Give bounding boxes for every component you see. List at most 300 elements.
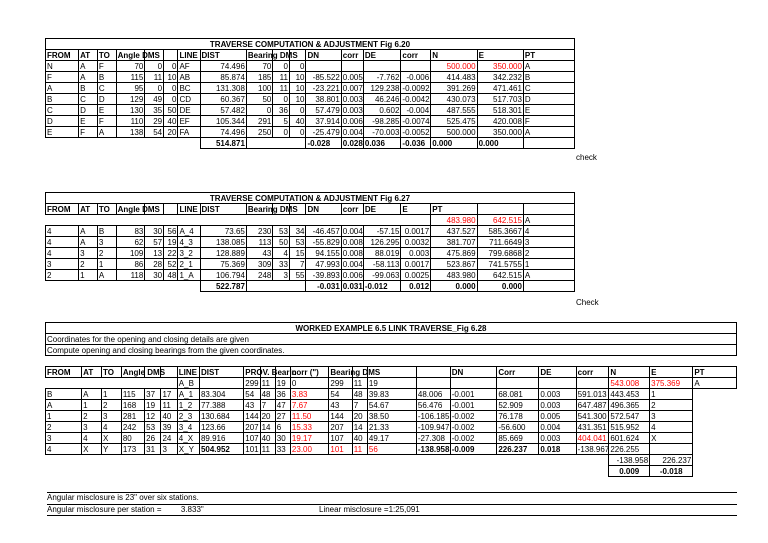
table-row: [46, 127, 575, 138]
table2-cell: 4: [46, 226, 79, 237]
table1-cell: 420.008: [477, 116, 523, 127]
table1-header-cell: DIST: [200, 50, 246, 61]
table3-header-cell: LINE: [177, 367, 199, 378]
table3-cell: 591.013: [576, 389, 609, 400]
table3-cell: 2: [650, 400, 693, 411]
table3-cell: [576, 378, 609, 389]
table2-header-cell: DIST: [200, 204, 246, 215]
table3-cell: 20: [260, 411, 275, 422]
table1-cell: 38.801: [306, 94, 341, 105]
table1-cell: 110: [116, 116, 145, 127]
table3-angular-note-2: Angular misclosure per station = 3.833" Linear misclosure =1:25,091: [47, 504, 737, 516]
table2-cell: 4: [523, 226, 574, 237]
table2-cell: 0.0032: [401, 237, 431, 248]
table3-cell: 101: [329, 444, 352, 455]
table1-check-label: check: [576, 153, 597, 162]
table2-cell: 138.085: [200, 237, 246, 248]
table1-cell: B: [523, 72, 574, 83]
table2-cell: 88.019: [363, 248, 401, 259]
table3-cell: X: [82, 444, 102, 455]
table3-cell: -56.600: [497, 422, 539, 433]
table3-cell: [650, 444, 693, 455]
table1-cell: 57.482: [200, 105, 246, 116]
table1-cell: 0.602: [363, 105, 401, 116]
table2-cell: 483.980: [431, 270, 477, 281]
table1-cell: D: [97, 94, 116, 105]
table3-cell: X: [101, 433, 121, 444]
table2-cell: 30: [145, 226, 164, 237]
table1-cell: 10: [164, 72, 178, 83]
table3-cell: [497, 378, 539, 389]
table2-cell: 2: [97, 248, 116, 259]
table1-cell: 11: [273, 72, 290, 83]
table1-cell: 74.496: [200, 61, 246, 72]
table3-header-cell: Bearing DMS: [330, 367, 381, 377]
table3-cell: 4_X: [177, 433, 199, 444]
table2-cell: -39.893: [306, 270, 341, 281]
table1-cell: 0.006: [342, 116, 363, 126]
table3-cell: 54.67: [367, 400, 416, 411]
table2-cell: A_4: [178, 226, 200, 237]
table2-cell: 128.889: [200, 248, 246, 259]
table2-cell: 56: [164, 226, 178, 237]
table1-cell: 10: [289, 72, 306, 83]
table3-cell: 11.50: [290, 411, 328, 422]
table3-cell: [161, 378, 177, 389]
table3-cell: 11: [260, 378, 275, 389]
table1-cell: 0.003: [342, 105, 363, 115]
table3-cell: 56: [367, 444, 416, 455]
table2-header-cell: DN: [306, 204, 341, 215]
table2-cell: 75.369: [200, 259, 246, 270]
table1-cell: 342.232: [477, 72, 523, 83]
table1-cell: 0.004: [342, 127, 363, 137]
table3-cell: 54: [244, 389, 260, 400]
table2-cell: 4_3: [178, 237, 200, 248]
table3-header-cell: DN: [450, 367, 497, 378]
table3-cell: 6: [275, 422, 290, 433]
table2-cell: 106.794: [200, 270, 246, 281]
table3-cell: 0.003: [539, 433, 576, 444]
table3-cell: 207: [245, 422, 259, 432]
table1-cell: -85.522: [306, 72, 341, 83]
table1-cell: 518.301: [477, 105, 523, 116]
table3-header-cell: PROV. Bearin: [245, 367, 297, 377]
table3-cell: Y: [101, 444, 121, 455]
table1-cell: [401, 61, 431, 72]
table3-cell: 3_4: [177, 422, 199, 433]
table3-cell: -0.002: [450, 433, 497, 444]
table2-header-cell: TO: [97, 204, 116, 215]
table2-cell: 0.0017: [401, 259, 431, 270]
table-row: [46, 248, 575, 259]
traverse-table-fig-6-27: [45, 192, 575, 292]
table1-cell: A: [79, 61, 98, 72]
table3-cell: 53: [145, 422, 161, 433]
table3-misclosure-row: [46, 466, 737, 477]
table3-cell: 39.83: [367, 389, 416, 400]
table3-cell: 431.351: [576, 422, 609, 433]
table3-cell: 168: [121, 400, 144, 411]
table3-cell: 647.487: [576, 400, 609, 411]
table1-header-cell: N: [431, 50, 477, 61]
table1-cell: 430.073: [431, 94, 477, 105]
table2-cell: 28: [145, 259, 164, 270]
table2-cell: 33: [273, 259, 290, 270]
table2-cell: 3: [46, 259, 79, 270]
table1-cell: A: [97, 127, 116, 138]
table-row: [46, 389, 737, 400]
table1-cell: -0.0092: [402, 83, 430, 93]
table3-cell: 48: [260, 389, 275, 400]
table1-cell: 54: [145, 127, 164, 138]
table3-cell: 48: [352, 389, 367, 400]
table1-cell: 37.914: [306, 116, 341, 127]
table3-cell: 24: [161, 433, 177, 444]
table3-linear-note: Linear misclosure =1:25,091: [319, 505, 420, 514]
table1-title: TRAVERSE COMPUTATION & ADJUSTMENT Fig 6.20: [46, 39, 575, 50]
table1-cell: 0.007: [342, 83, 363, 93]
table3-extra-row: [46, 455, 737, 466]
table3-cell: 20: [352, 411, 367, 422]
table3-cell: 14: [352, 422, 367, 433]
table1-cell: 138: [116, 127, 145, 138]
table1-cell: -0.0052: [402, 127, 430, 137]
table3-cell: 33: [275, 444, 290, 455]
table3-cell: 23.00: [290, 444, 328, 455]
table3-cell: 37: [145, 389, 161, 400]
table1-cell: 525.475: [431, 116, 477, 127]
table1-cell: BC: [178, 83, 200, 94]
table2-cell: 94.155: [306, 248, 341, 259]
table3-cell: 36: [275, 389, 290, 400]
table3-cell: 515.952: [609, 422, 650, 433]
table1-header-cell: PT: [523, 50, 574, 61]
table3-cell: 1_2: [177, 400, 199, 411]
table3-header-cell: N: [609, 367, 650, 378]
table2-cell: 437.527: [431, 226, 477, 237]
table3-cell: 4: [82, 433, 102, 444]
table1-sum-e: 0.000: [477, 138, 523, 149]
table1-cell: 0: [164, 83, 178, 94]
table1-header-cell: TO: [97, 50, 116, 61]
table1-cell: 70: [246, 61, 272, 72]
table3-cell: 40: [352, 433, 367, 444]
table3-cell: 281: [121, 411, 144, 422]
table3-cell: [199, 378, 243, 389]
table1-cell: -70.003: [363, 127, 401, 138]
table1-cell: [363, 61, 401, 72]
table3-title: WORKED EXAMPLE 6.5 LINK TRAVERSE_Fig 6.28: [46, 323, 737, 334]
table-row: [46, 411, 737, 422]
table1-cell: 50: [246, 94, 272, 105]
table2-cell: 30: [145, 270, 164, 281]
table1-cell: 35: [145, 105, 164, 116]
table3-cell: 3: [101, 411, 121, 422]
table2-cell: 53: [273, 226, 290, 237]
table2-cell: 43: [246, 248, 272, 259]
table2-cell: 55: [289, 270, 306, 281]
table1-cell: 85.874: [200, 72, 246, 83]
table1-cell: 500.000: [431, 61, 477, 72]
table1-cell: -0.0042: [402, 94, 430, 104]
table1-cell: 36: [273, 105, 290, 116]
table1-cell: 414.483: [431, 72, 477, 83]
table1-cell: 129.238: [363, 83, 401, 94]
table3-cell: 76.178: [497, 411, 539, 422]
table1-cell: FA: [178, 127, 200, 138]
table1-header-cell: [164, 50, 178, 61]
table1-cell: E: [523, 105, 574, 116]
table3-cell: 52.909: [497, 400, 539, 411]
table3-cell: 49.17: [367, 433, 416, 444]
table2-cell: 799.6868: [477, 248, 523, 259]
table2-cell: 1: [97, 259, 116, 270]
table1-cell: DE: [178, 105, 200, 116]
table3-cell: 40: [260, 433, 275, 444]
table3-cell: 21.33: [367, 422, 416, 433]
table3-cell: 4: [46, 444, 82, 455]
table3-cell: 3.83: [290, 389, 328, 400]
table1-cell: 0.003: [342, 94, 363, 104]
table1-cell: 29: [145, 116, 164, 127]
table3-cell: 107: [245, 433, 259, 443]
table3-header-cell: corr: [576, 367, 609, 378]
table3-cell: 77.388: [199, 400, 243, 411]
table2-cell: 1: [523, 259, 574, 270]
table3-angular-value: 3.833": [180, 505, 204, 514]
table2-cell: 381.707: [431, 237, 477, 248]
table3-cell: [450, 378, 497, 389]
table2-cell: 22: [164, 248, 178, 259]
table3-cell: 80: [121, 433, 144, 444]
table1-cell: C: [97, 83, 116, 94]
table1-cell: 250: [246, 127, 272, 138]
table3-start-e: 375.369: [650, 378, 693, 389]
table1-cell: 11: [273, 83, 290, 94]
table3-cell: 144: [329, 411, 352, 422]
table3-cell: 226.237: [497, 444, 539, 455]
table2-cell: 52: [164, 259, 178, 270]
table1-sum-de: 0.036: [363, 138, 401, 149]
table1-cell: 0: [145, 83, 164, 94]
table3-note-row-1: [46, 334, 737, 345]
table3-cell: 11: [260, 444, 275, 455]
table2-totals-row: [46, 281, 575, 292]
table3-cell: 3: [650, 411, 693, 422]
table3-cell: 2: [82, 411, 102, 422]
table2-sum-e: 0.000: [477, 281, 523, 292]
table1-header-cell: Bearing DMS: [247, 50, 298, 60]
table3-cell: 39: [161, 422, 177, 433]
table3-cell: 541.300: [576, 411, 609, 422]
table1-cell: F: [523, 116, 574, 127]
table-row: [46, 94, 575, 105]
table3-cell: 31: [145, 444, 161, 455]
table-row: [46, 116, 575, 127]
table3-cell: X: [650, 433, 693, 444]
table3-cell: 43: [329, 400, 352, 411]
table1-cell: 95: [116, 83, 145, 94]
table2-header-cell: Angle DMS: [117, 204, 160, 214]
table3-cell: 54: [329, 389, 352, 400]
table2-cell: 3_2: [178, 248, 200, 259]
table3-cell: -138.967: [577, 444, 610, 454]
table-row: [46, 226, 575, 237]
table1-cell: 70: [116, 61, 145, 72]
table3-header-cell: AT: [82, 367, 102, 378]
table3-cell: -0.002: [450, 422, 497, 433]
table1-header-row: [46, 50, 575, 61]
table3-cell: [82, 378, 102, 389]
table2-cell: 53: [289, 237, 306, 248]
table1-header-cell: corr: [341, 50, 363, 61]
table1-cell: AF: [178, 61, 200, 72]
table2-cell: A: [523, 270, 574, 281]
table3-cell: 3: [161, 444, 177, 455]
table1-cell: 60.367: [200, 94, 246, 105]
table1-cell: C: [46, 105, 79, 116]
table3-cell: 101: [245, 444, 259, 454]
table1-cell: 0: [145, 61, 164, 72]
table1-cell: F: [97, 61, 116, 72]
table1-sum-corr-n: 0.028: [342, 138, 363, 148]
table2-cell: 1: [79, 270, 98, 281]
table3-cell: 30: [275, 433, 290, 444]
table-row: [46, 400, 737, 411]
table-row: [46, 83, 575, 94]
table2-header-cell: [164, 204, 178, 215]
table3-cell: [145, 378, 161, 389]
table1-cell: F: [79, 127, 98, 138]
table3-cell: 299: [245, 378, 259, 388]
table1-cell: 10: [289, 94, 306, 105]
table3-misclosure-e: -0.018: [650, 466, 693, 477]
table3-cell: 1: [101, 389, 121, 400]
table3-cell: [539, 378, 576, 389]
table1-cell: [306, 61, 341, 72]
table1-cell: F: [97, 116, 116, 127]
table3-header-cell: corr ("): [290, 367, 328, 378]
table2-cell: 109: [116, 248, 145, 259]
table2-cell: 0.0017: [401, 226, 431, 237]
table1-cell: B: [97, 72, 116, 83]
table1-cell: 0: [273, 127, 290, 138]
table1-cell: 115: [116, 72, 145, 83]
table3-header-cell: Corr: [497, 367, 539, 378]
table2-cell: 15: [289, 248, 306, 259]
table1-cell: -23.221: [306, 83, 341, 94]
table2-cell: 50: [273, 237, 290, 248]
table1-cell: A: [523, 61, 574, 72]
table2-cell: 0.006: [342, 270, 363, 280]
table3-header-cell: [416, 367, 450, 378]
table2-cell: 13: [145, 248, 164, 259]
table2-cell: 642.515: [477, 270, 523, 281]
table1-cell: 130: [116, 105, 145, 116]
table2-cell: 62: [116, 237, 145, 248]
table3-cell: -106.185: [417, 411, 450, 421]
table3-angular-note-1: Angular misclosure is 23" over six stations.: [47, 492, 737, 503]
table2-cell: -99.063: [363, 270, 401, 281]
table1-cell: E: [97, 105, 116, 116]
table3-blank-row: [46, 356, 737, 367]
table2-cell: 0.008: [342, 237, 363, 247]
table3-cell: 7: [352, 400, 367, 411]
table2-cell: 3: [97, 237, 116, 248]
table3-cell: 130.684: [199, 411, 243, 422]
table3-cell: 1: [82, 400, 102, 411]
table2-sum-dn: -0.031: [306, 281, 341, 292]
table2-cell: 0.003: [401, 248, 431, 259]
table2-cell: 248: [246, 270, 272, 281]
table1-cell: D: [46, 116, 79, 127]
table3-cell: B: [46, 389, 82, 400]
table2-cell: 309: [246, 259, 272, 270]
table3-cell: 601.624: [609, 433, 650, 444]
table3-cell: 17: [161, 389, 177, 400]
table3-cell: -0.001: [450, 400, 497, 411]
table3-cell: 299: [329, 378, 352, 389]
table2-cell: 118: [116, 270, 145, 281]
table3-cell: A_1: [177, 389, 199, 400]
table2-title: TRAVERSE COMPUTATION & ADJUSTMENT Fig 6.27: [46, 193, 575, 204]
table2-cell: 475.869: [431, 248, 477, 259]
table3-cell: -0.002: [450, 411, 497, 422]
table1-cell: 0: [164, 61, 178, 72]
table2-header-cell: corr: [341, 204, 363, 215]
table1-cell: 185: [246, 72, 272, 83]
table3-cell: [416, 378, 450, 389]
table2-total-dist: 522.787: [200, 281, 246, 292]
table3-cell: 123.66: [199, 422, 243, 433]
table-row: [46, 433, 737, 444]
table2-header-cell: LINE: [178, 204, 200, 215]
table3-first-line-row: [46, 378, 737, 389]
table1-sum-n: 0.000: [431, 138, 477, 149]
table1-cell: 0: [273, 94, 290, 105]
table3-cell: 19: [367, 378, 416, 389]
table2-cell: 86: [116, 259, 145, 270]
table3-cell: 11: [352, 444, 367, 455]
table2-cell: 0.004: [342, 226, 363, 236]
table1-header-cell: DE: [363, 50, 401, 61]
table1-header-cell: Angle DMS: [117, 50, 160, 60]
table3-cell: 0.018: [539, 444, 576, 455]
table1-cell: B: [79, 83, 98, 94]
table1-cell: AB: [178, 72, 200, 83]
table1-cell: 11: [145, 72, 164, 83]
table1-cell: 20: [164, 127, 178, 138]
table2-header-cell: [477, 204, 523, 215]
table3-cell: 443.453: [609, 389, 650, 400]
table2-cell: A: [79, 237, 98, 248]
table1-header-cell: E: [477, 50, 523, 61]
table1-header-cell: corr: [401, 50, 431, 61]
table2-cell: 0.008: [342, 248, 363, 258]
table3-cell: 1: [650, 389, 693, 400]
table2-cell: 48: [164, 270, 178, 281]
table2-cell: 73.65: [200, 226, 246, 237]
table1-header-cell: LINE: [178, 50, 200, 61]
table3-cell: 1: [46, 411, 82, 422]
table2-cell: 3: [273, 270, 290, 281]
table3-start-n: 543.008: [609, 378, 650, 389]
table2-cell: 2: [79, 259, 98, 270]
table3-cell: 11: [352, 378, 367, 389]
table3-header-cell: PT: [693, 367, 737, 378]
table3-cell: -27.308: [416, 433, 450, 444]
